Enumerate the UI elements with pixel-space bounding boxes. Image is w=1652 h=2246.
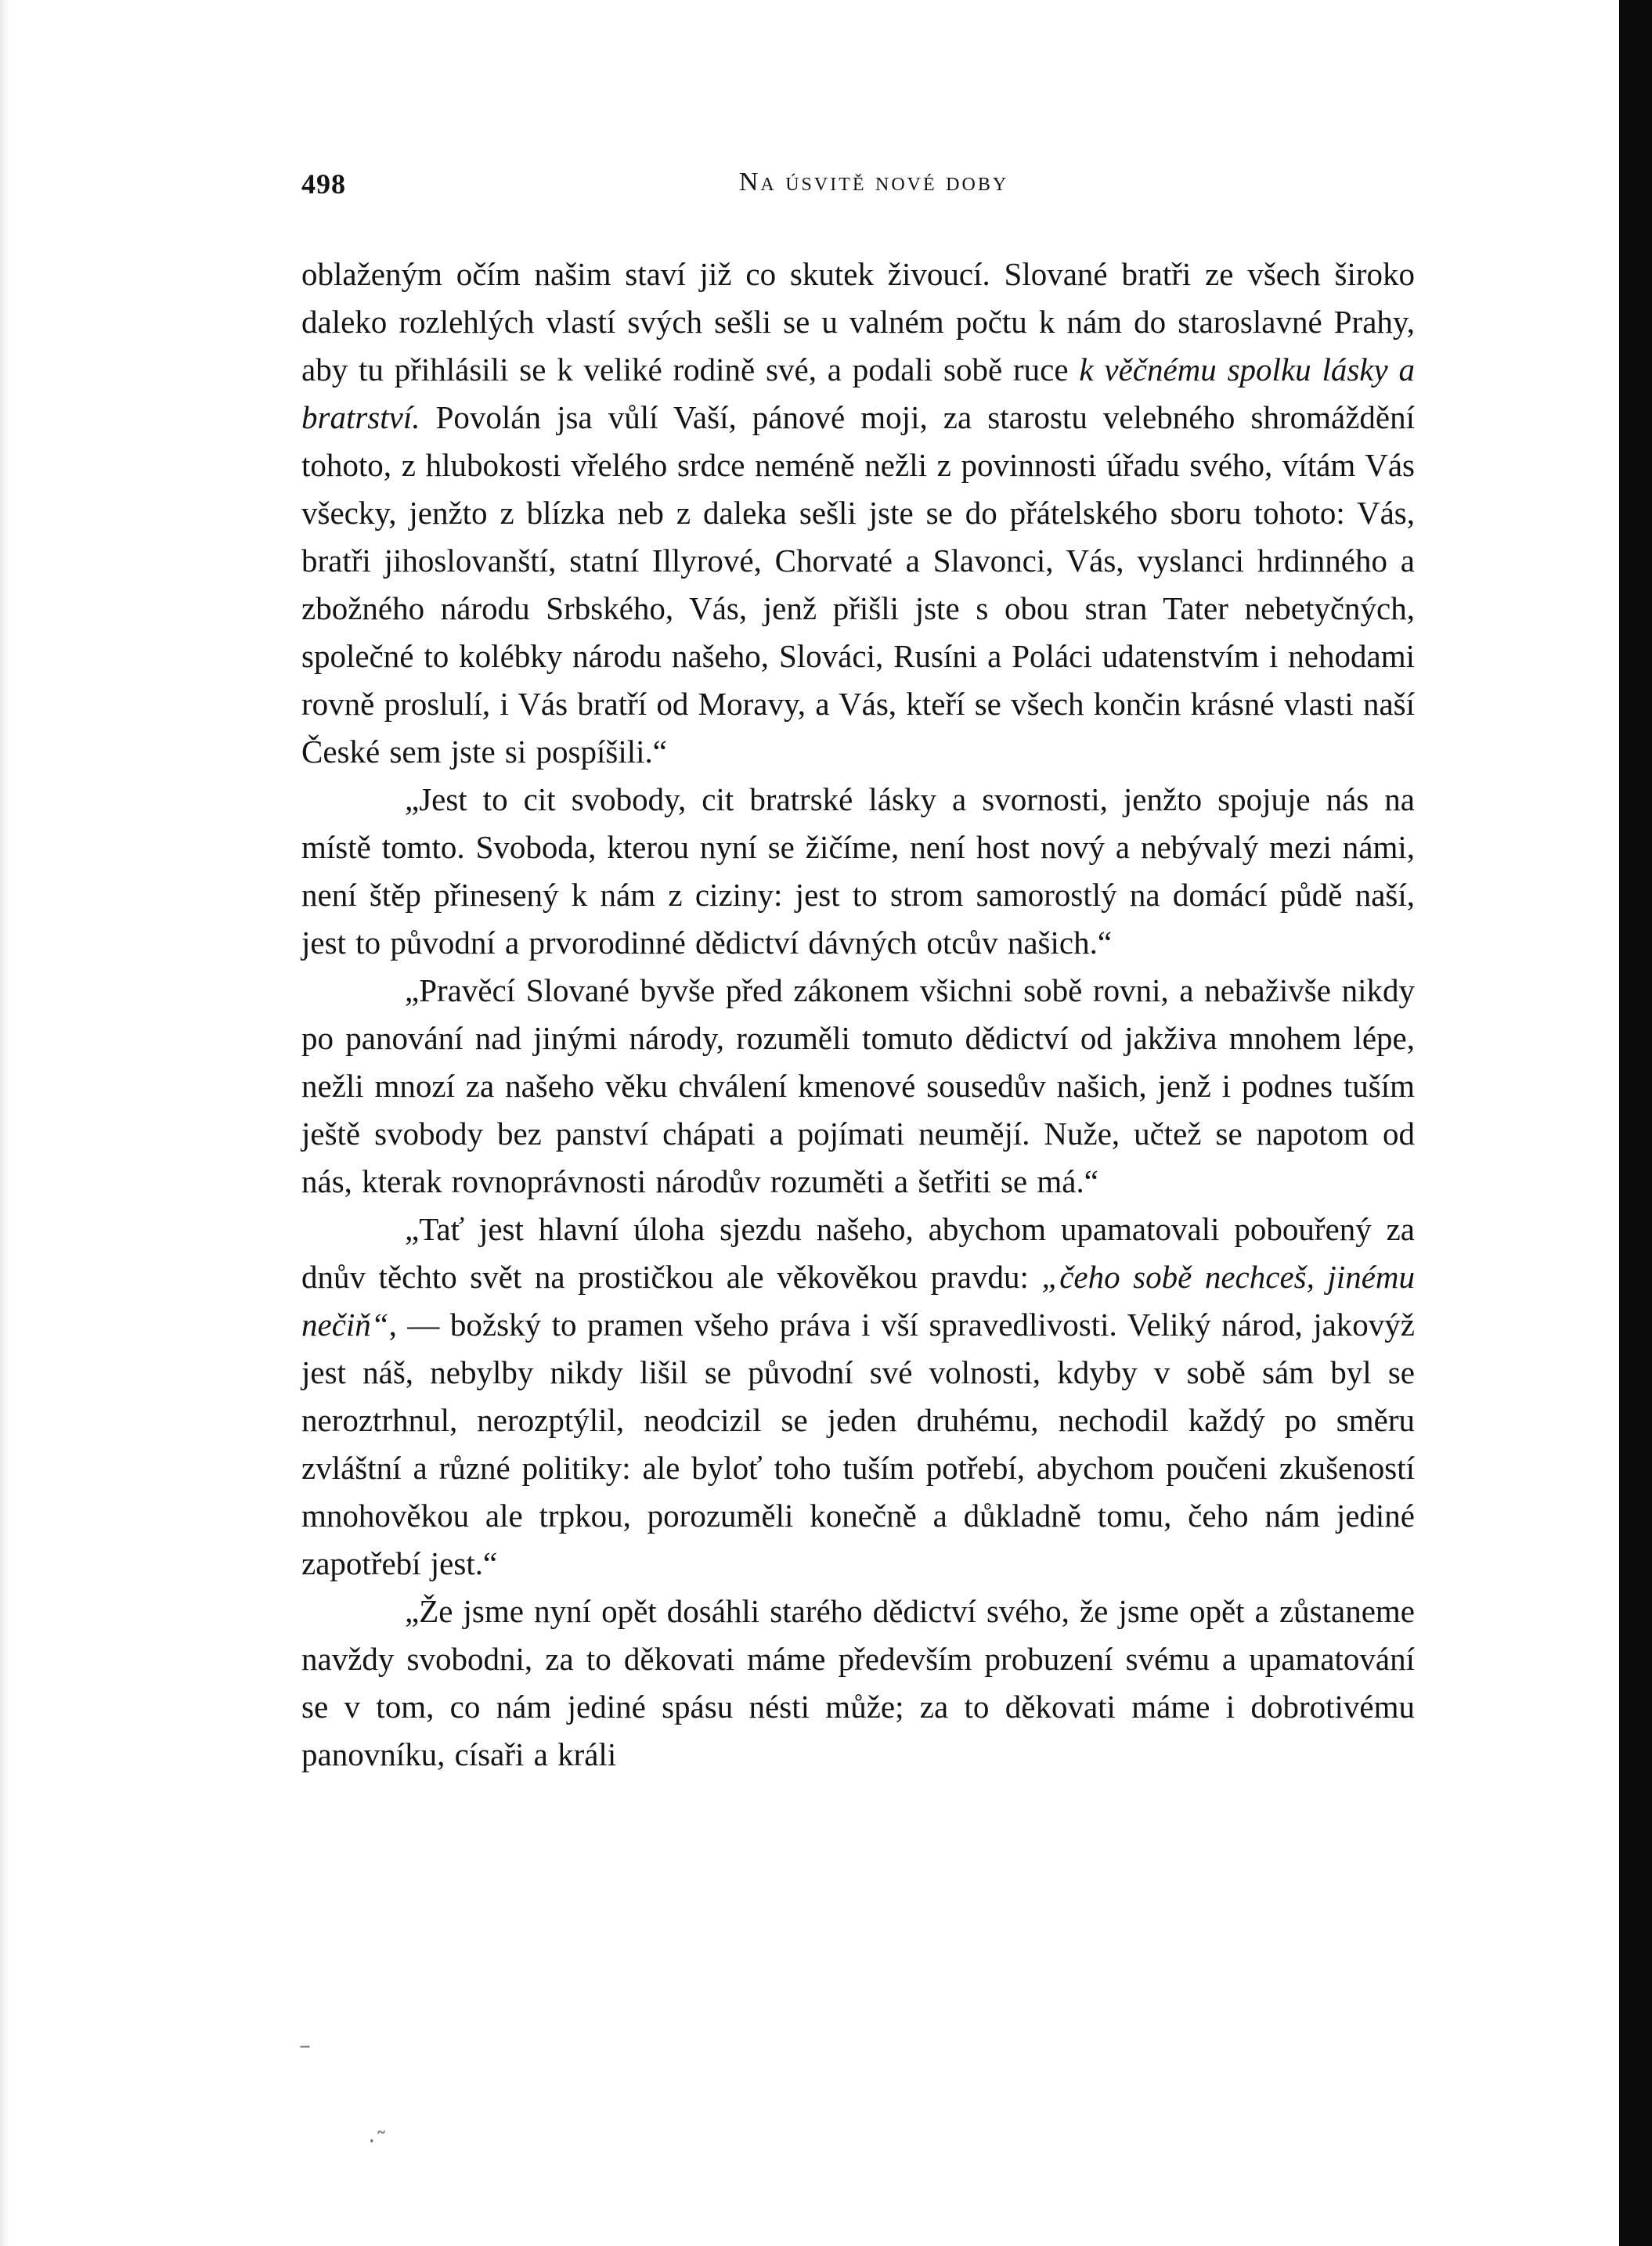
running-title: Na úsvitě nové doby bbox=[738, 168, 1009, 196]
paragraph-1-italic: k věčnému spolku lásky a bratrství. bbox=[301, 352, 1415, 435]
paragraph-1 bbox=[301, 251, 1415, 776]
body-text bbox=[301, 251, 1415, 1779]
scan-speck-1: – bbox=[299, 2032, 311, 2060]
page-number: 498 bbox=[301, 168, 346, 200]
paragraph-4-part-c: , — božský to pramen všeho práva i vší spravedlivosti. Veliký národ, jakovýž jest náš, nebylby nikdy lišil se původní své volnosti, kdyby v sobě sám byl se neroztrhnul, nerozptýlil, neodcizil se jeden druhému, nechodil každý po směru zvláštní a různé politiky: ale byloť toho tuším potřebí, abychom poučeni zkušeností mnohověkou ale trpkou, porozuměli konečně a důkladně tomu, čeho nám jediné zapotřebí jest.“ bbox=[301, 1307, 1415, 1581]
paragraph-1-part-c: Povolán jsa vůlí Vaší, pánové moji, za starostu velebného shromáždění tohoto, z hlubokosti vřelého srdce neméně nežli z povinnosti úřadu svého, vítám Vás všecky, jenžto z blízka neb z daleka sešli jste se do přátelského sboru tohoto: Vás, bratři jihoslovanští, statní Illyrové, Chorvaté a Slavonci, Vás, vyslanci hrdinného a zbožného národu Srbského, Vás, jenž přišli jste s obou stran Tater nebetyčných, společné to kolébky národu našeho, Slováci, Rusíni a Poláci udatenstvím i nehodami rovně proslulí, i Vás bratří od Moravy, a Vás, kteří se všech končin krásné vlasti naší České sem jste si pospíšili.“ bbox=[301, 399, 1415, 770]
paragraph-5: „Že jsme nyní opět dosáhli starého dědictví svého, že jsme opět a zůstaneme navždy svobodni, za to děkovati máme především probuzení svému a upamatování se v tom, co nám jediné spásu nésti může; za to děkovati máme i dobrotivému panovníku, císaři a králi bbox=[301, 1593, 1415, 1772]
running-header bbox=[301, 168, 1415, 207]
paragraph-1-part-a: oblaženým očím našim staví již co skutek živoucí. Slované bratři ze všech široko daleko rozlehlých vlastí svých sešli se u valném počtu k nám do staroslavné Prahy, aby tu přihlásili se k veliké rodině své, a podali sobě ruce bbox=[301, 256, 1415, 388]
scan-speck-2: ·˜ bbox=[368, 2128, 388, 2155]
paragraph-4-italic-quote: „čeho sobě nechceš, jinému nečiň“ bbox=[301, 1259, 1415, 1343]
paragraph-2: „Jest to cit svobody, cit bratrské lásky a svornosti, jenžto spojuje nás na místě tomto. Svoboda, kterou nyní se žičíme, není host nový a nebývalý mezi námi, není štěp přinesený k nám z ciziny: jest to strom samorostlý na domácí půdě naší, jest to původní a prvorodinné dědictví dávných otcův našich.“ bbox=[301, 781, 1415, 961]
paragraph-4-part-a: „Tať jest hlavní úloha sjezdu našeho, abychom upamatovali pobouřený za dnův těchto svět na prostičkou ale věkověkou pravdu: bbox=[301, 1211, 1415, 1295]
scan-right-border bbox=[1619, 0, 1652, 2246]
paragraph-4 bbox=[301, 1206, 1415, 1588]
paragraph-3: „Pravěcí Slované byvše před zákonem všichni sobě rovni, a nebaživše nikdy po panování nad jinými národy, rozuměli tomuto dědictví od jakživa mnohem lépe, nežli mnozí za našeho věku chválení kmenové sousedův našich, jenž i podnes tuším ještě svobody bez panství chápati a pojímati neumějí. Nuže, učtež se napotom od nás, kterak rovnoprávnosti národův rozuměti a šetřiti se má.“ bbox=[301, 972, 1415, 1199]
